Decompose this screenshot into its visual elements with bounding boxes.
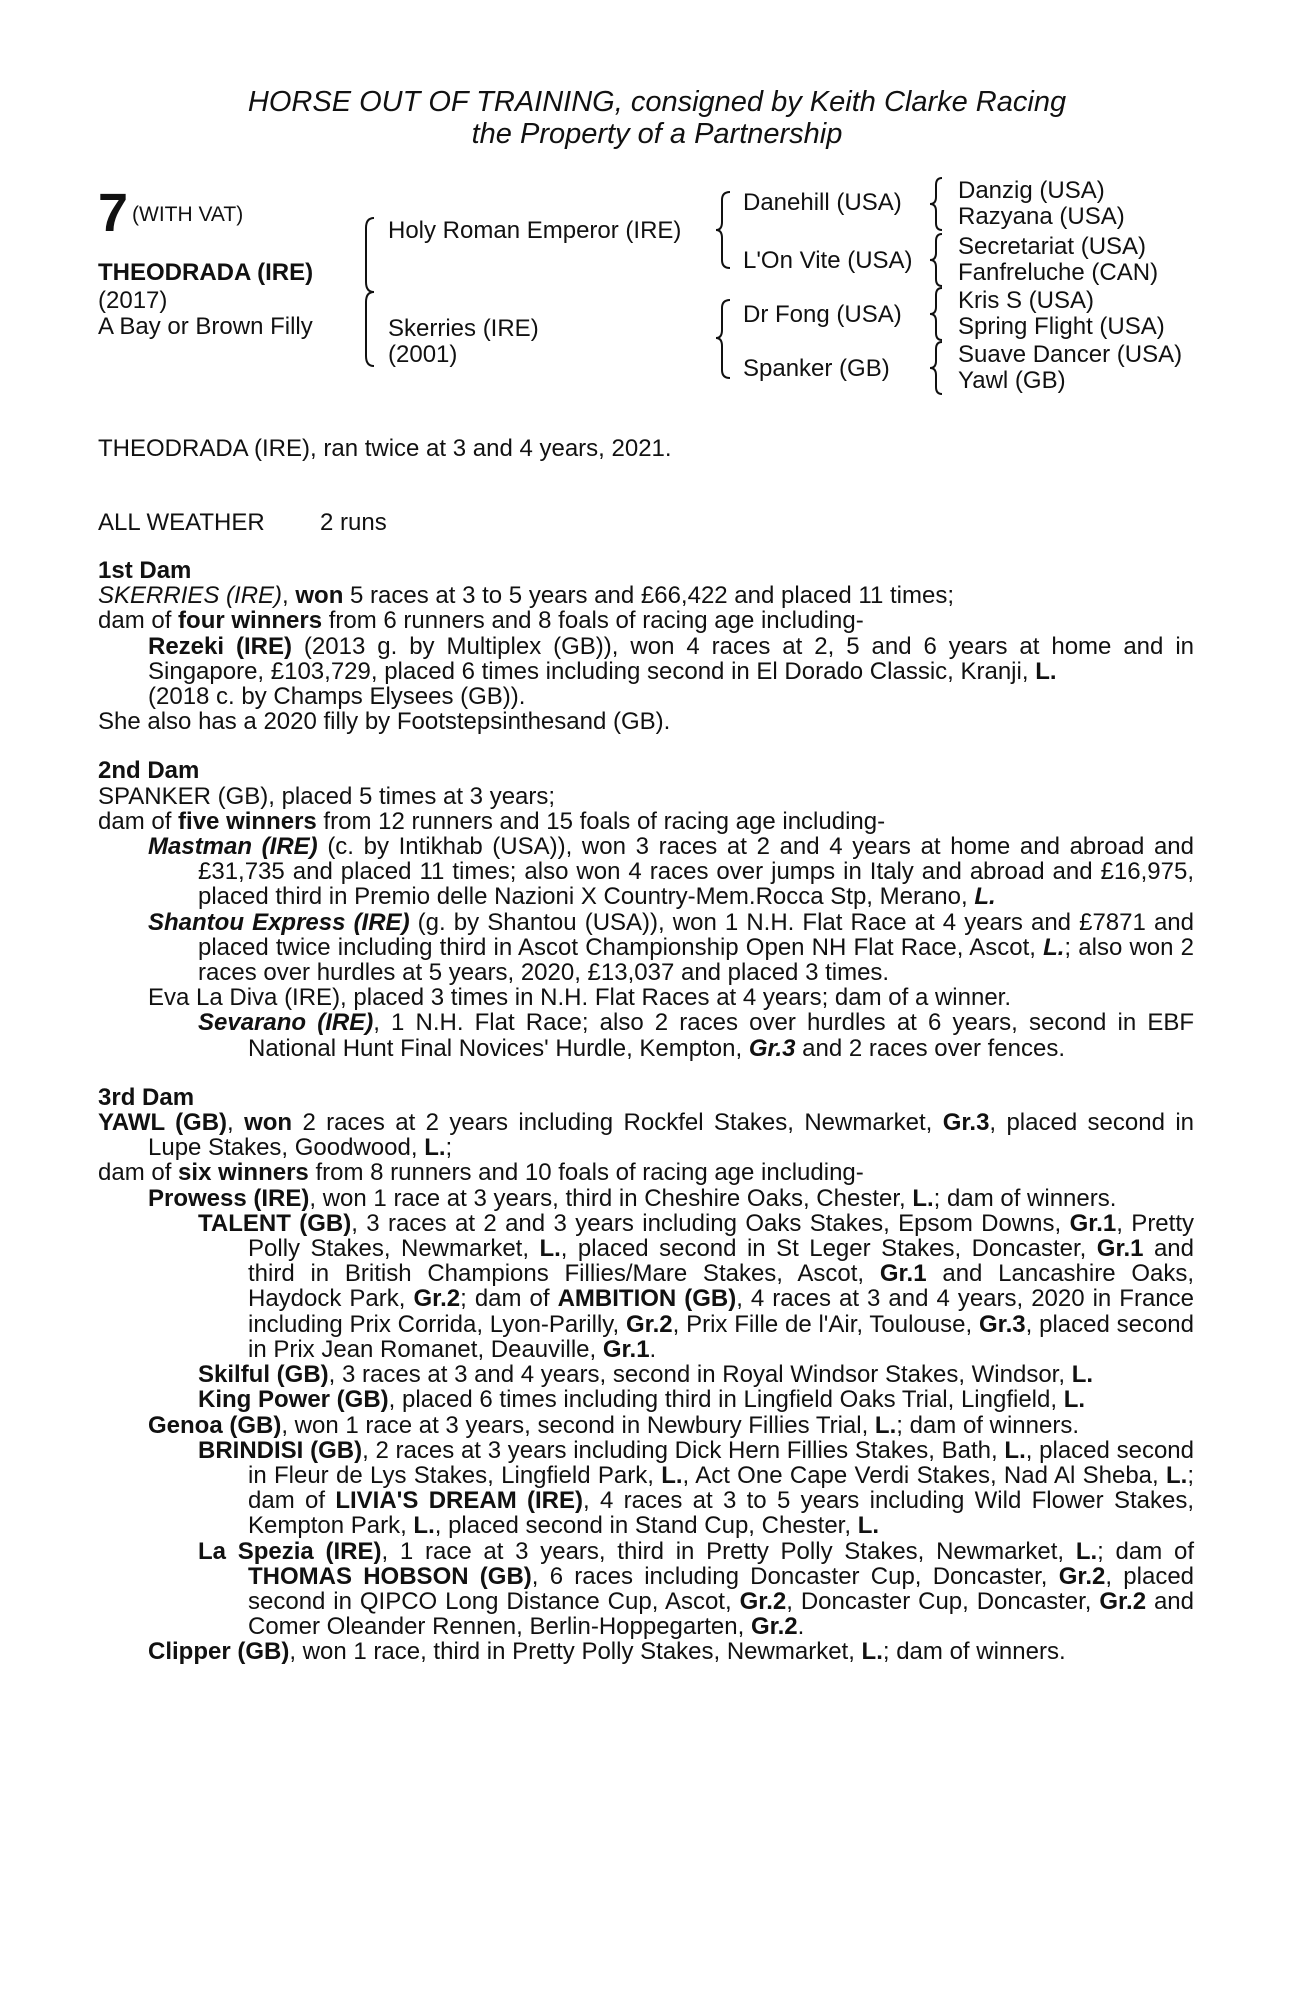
text-run: , placed second in St Leger Stakes, Doncaster, [560, 1235, 1097, 1263]
text-run: ; dam of [460, 1285, 558, 1313]
emphasis-run: L. [661, 1461, 683, 1489]
emphasis-run: Gr.2 [413, 1285, 461, 1313]
text-run: (c. by Intikhab (USA)), won 3 races at 2 and 4 years at home and abroad and £31,735 and placed 11 times; also won 4 races over jumps in Italy and abroad and £16,975, placed third in Premio delle Nazioni X Country-Mem.Rocca Stp, Merano, [198, 833, 1194, 911]
emphasis-run: SKERRIES (IRE) [98, 582, 283, 610]
text-run: , won 1 race at 3 years, second in Newbury Fillies Trial, [281, 1411, 875, 1439]
text-run: , 1 race at 3 years, third in Pretty Polly Stakes, Newmarket, [381, 1537, 1076, 1565]
emphasis-run: Gr.2 [739, 1587, 787, 1615]
pedigree-brace-sire [716, 190, 736, 270]
emphasis-run: Shantou Express (IRE) [148, 908, 410, 936]
emphasis-run: Gr.1 [1096, 1235, 1144, 1263]
produce-entry-prowess [148, 1186, 1194, 1211]
first-dam-record [98, 583, 1194, 608]
emphasis-run: BRINDISI (GB) [198, 1436, 363, 1464]
text-run: , Doncaster Cup, Doncaster, [786, 1587, 1100, 1615]
text-run: 2 races at 2 years including Rockfel Stakes, Newmarket, [292, 1109, 943, 1137]
text-run: ; dam of winners. [896, 1411, 1079, 1439]
text-run: , placed second in QIPCO Long Distance Cup, Ascot, [248, 1562, 1195, 1615]
emphasis-run: Gr.2 [1058, 1562, 1106, 1590]
text-run: ; [445, 1134, 453, 1162]
text-run: dam of [98, 807, 179, 835]
emphasis-run: Gr.1 [602, 1335, 650, 1363]
emphasis-run: Prowess (IRE) [148, 1184, 310, 1212]
emphasis-run: L. [912, 1184, 934, 1212]
produce-entry-2018-colt [148, 684, 1194, 709]
ancestor-razyana: Razyana (USA) [958, 203, 1125, 230]
pedigree-brace-spanker [928, 340, 948, 396]
emphasis-run: L. [1071, 1361, 1094, 1389]
emphasis-run: Gr.2 [1099, 1587, 1147, 1615]
produce-entry-shantou-express [148, 910, 1194, 986]
emphasis-run: AMBITION (GB) [557, 1285, 737, 1313]
third-dam-section [98, 1085, 1194, 1665]
emphasis-run: L. [1166, 1461, 1188, 1489]
emphasis-run: YAWL (GB) [98, 1109, 228, 1137]
text-run: dam of [98, 607, 179, 635]
text-run: (g. by Shantou (USA)), won 1 N.H. Flat Race at 4 years and £7871 and placed twice including third in Ascot Championship Open NH Flat Race, Ascot, [198, 908, 1194, 961]
first-dam-section [98, 558, 1194, 734]
emphasis-run: four winners [178, 607, 323, 635]
text-run: ; dam of winners. [933, 1184, 1117, 1212]
emphasis-run: King Power (GB) [198, 1386, 389, 1414]
third-dam-record [98, 1110, 1194, 1160]
text-run: , 3 races at 2 and 3 years including Oaks Stakes, Epsom Downs, [351, 1209, 1070, 1237]
emphasis-run: La Spezia (IRE) [198, 1537, 382, 1565]
racing-summary: THEODRADA (IRE), ran twice at 3 and 4 years, 2021. [98, 435, 672, 462]
text-run: , 1 N.H. Flat Race; also 2 races over hurdles at 6 years, second in EBF National Hunt Final Novices' Hurdle, Kempton, [248, 1009, 1195, 1062]
text-run: , [227, 1109, 245, 1137]
emphasis-run: L. [1004, 1436, 1026, 1464]
emphasis-run: Gr.1 [1069, 1209, 1117, 1237]
emphasis-run: THOMAS HOBSON (GB) [248, 1562, 532, 1590]
produce-entry-mastman [148, 834, 1194, 910]
sire-name: Holy Roman Emperor (IRE) [388, 217, 682, 244]
second-dam-section [98, 758, 1194, 1060]
emphasis-run: Gr.2 [750, 1613, 798, 1641]
text-run: 5 races at 3 to 5 years and £66,422 and placed 11 times; [343, 582, 954, 610]
text-run: , 6 races including Doncaster Cup, Doncaster, [531, 1562, 1059, 1590]
emphasis-run: Mastman (IRE) [148, 833, 318, 861]
text-run: from 12 runners and 15 foals of racing age including- [316, 807, 886, 835]
emphasis-run: six winners [178, 1159, 309, 1187]
emphasis-run: L. [874, 1411, 897, 1439]
produce-entry-genoa [148, 1413, 1194, 1438]
text-run: , placed 6 times including third in Lingfield Oaks Trial, Lingfield, [388, 1386, 1064, 1414]
produce-entry-talent [198, 1211, 1194, 1362]
text-run: , 4 races at 3 to 5 years including Wild Flower Stakes, Kempton Park, [248, 1487, 1194, 1540]
vat-note: (WITH VAT) [132, 203, 244, 226]
consignor-line: HORSE OUT OF TRAINING, consigned by Keith Clarke Racing [247, 86, 1067, 118]
second-dam-produce [98, 809, 1194, 834]
second-dam-record: SPANKER (GB), placed 5 times at 3 years; [98, 782, 556, 810]
property-line: the Property of a Partnership [471, 118, 843, 150]
pedigree-brace-gen1 [362, 216, 382, 368]
produce-entry-brindisi [198, 1438, 1194, 1539]
text-run: . [797, 1613, 805, 1641]
text-run: (2018 c. by Champs Elysees (GB)). [148, 683, 526, 711]
emphasis-run: LIVIA'S DREAM (IRE) [335, 1487, 583, 1515]
text-run: and third in British Champions Fillies/Mare Stakes, Ascot, [248, 1235, 1194, 1288]
first-dam-heading: 1st Dam [98, 557, 192, 584]
text-run: , won 1 race at 3 years, third in Cheshire Oaks, Chester, [309, 1184, 913, 1212]
third-dam-produce [98, 1160, 1194, 1185]
text-run: from 8 runners and 10 foals of racing age including- [308, 1159, 864, 1187]
pedigree-brace-lonvite [928, 232, 948, 288]
pedigree-brace-danehill [928, 176, 948, 232]
emphasis-run: Gr.2 [625, 1310, 673, 1338]
horse-description: A Bay or Brown Filly [98, 313, 313, 340]
text-run: , Pretty Polly Stakes, Newmarket, [248, 1209, 1194, 1263]
lot-number: 7 [98, 183, 129, 243]
text-run: and Lancashire Oaks, Haydock Park, [248, 1260, 1194, 1313]
horse-name: THEODRADA (IRE) [98, 259, 314, 286]
text-run: , Prix Fille de l'Air, Toulouse, [672, 1310, 979, 1338]
emphasis-run: Skilful (GB) [198, 1361, 329, 1389]
dam-sire: Dr Fong (USA) [743, 301, 902, 328]
emphasis-run: L. [1035, 657, 1057, 685]
sire-dam: L'On Vite (USA) [743, 247, 913, 274]
produce-entry-rezeki [148, 634, 1194, 684]
ancestor-yawl: Yawl (GB) [958, 367, 1066, 394]
emphasis-run: won [244, 1109, 293, 1137]
text-run: dam of [98, 1159, 179, 1187]
third-dam-heading: 3rd Dam [98, 1083, 195, 1111]
emphasis-run: Sevarano (IRE) [198, 1009, 374, 1037]
text-run: (2013 g. by Multiplex (GB)), won 4 races at 2, 5 and 6 years at home and in Singapore, £103,729, placed 6 times including second in El Dorado Classic, Kranji, [148, 632, 1194, 685]
text-run: , [282, 582, 296, 610]
text-run: from 6 runners and 8 foals of racing age including- [322, 607, 864, 635]
text-run: and Comer Oleander Rennen, Berlin-Hoppegarten, [248, 1587, 1194, 1641]
emphasis-run: Rezeki (IRE) [148, 632, 292, 660]
emphasis-run: Clipper (GB) [148, 1638, 290, 1666]
ancestor-fanfreluche: Fanfreluche (CAN) [958, 259, 1159, 286]
dam-dam: Spanker (GB) [743, 355, 890, 382]
emphasis-run: L. [974, 883, 996, 911]
text-run: ; dam of [1097, 1537, 1194, 1565]
emphasis-run: Gr.3 [942, 1109, 990, 1137]
produce-entry-king-power [198, 1387, 1194, 1412]
emphasis-run: L. [1063, 1386, 1086, 1414]
text-run: , 2 races at 3 years including Dick Hern Fillies Stakes, Bath, [362, 1436, 1005, 1464]
first-dam-note: She also has a 2020 filly by Footstepsinthesand (GB). [98, 708, 671, 736]
text-run: ; dam of winners. [882, 1638, 1066, 1666]
emphasis-run: Gr.3 [978, 1310, 1026, 1338]
sire-sire: Danehill (USA) [743, 189, 902, 216]
produce-entry-sevarano [198, 1010, 1194, 1060]
ancestor-secretariat: Secretariat (USA) [958, 233, 1147, 260]
text-run: and 2 races over fences. [795, 1034, 1065, 1062]
emphasis-run: Gr.3 [748, 1034, 796, 1062]
produce-entry-la-spezia [198, 1539, 1194, 1640]
text-run: ; dam of [248, 1461, 1194, 1515]
emphasis-run: L. [424, 1134, 446, 1162]
text-run: ; also won 2 races over hurdles at 5 years, 2020, £13,037 and placed 3 times. [198, 933, 1194, 987]
dam-sections [98, 558, 1194, 1665]
emphasis-run: won [295, 582, 344, 610]
pedigree-brace-dam [716, 298, 736, 380]
text-run: . [649, 1335, 657, 1363]
emphasis-run: five winners [178, 807, 317, 835]
text-run: , placed second in Stand Cup, Chester, [434, 1512, 858, 1540]
text-run: , 4 races at 3 and 4 years, 2020 in France including Prix Corrida, Lyon-Parilly, [248, 1285, 1194, 1338]
first-dam-produce [98, 608, 1194, 633]
emphasis-run: L. [413, 1512, 435, 1540]
ancestor-kris-s: Kris S (USA) [958, 287, 1095, 314]
dam-year: (2001) [388, 341, 458, 368]
produce-entry-clipper [148, 1639, 1194, 1664]
text-run: , placed second in Fleur de Lys Stakes, Lingfield Park, [248, 1436, 1194, 1489]
emphasis-run: L. [857, 1512, 880, 1540]
ancestor-spring-flight: Spring Flight (USA) [958, 313, 1165, 340]
emphasis-run: L. [1043, 933, 1065, 961]
emphasis-run: Genoa (GB) [148, 1411, 282, 1439]
emphasis-run: L. [1075, 1537, 1098, 1565]
text-run: , Act One Cape Verdi Stakes, Nad Al Sheba, [682, 1461, 1166, 1489]
ancestor-suave-dancer: Suave Dancer (USA) [958, 341, 1183, 368]
produce-entry-eva-la-diva: Eva La Diva (IRE), placed 3 times in N.H. Flat Races at 4 years; dam of a winner. [148, 984, 1012, 1012]
text-run: , won 1 race, third in Pretty Polly Stakes, Newmarket, [289, 1638, 862, 1666]
dam-name: Skerries (IRE) [388, 315, 539, 342]
text-run: , 3 races at 3 and 4 years, second in Royal Windsor Stakes, Windsor, [328, 1361, 1072, 1389]
emphasis-run: Gr.1 [879, 1260, 927, 1288]
all-weather-label: ALL WEATHER [98, 509, 265, 536]
emphasis-run: L. [861, 1638, 883, 1666]
produce-entry-skilful [198, 1362, 1194, 1387]
text-run: , placed second in Prix Jean Romanet, Deauville, [248, 1310, 1194, 1363]
emphasis-run: L. [539, 1235, 561, 1263]
all-weather-runs: 2 runs [320, 509, 387, 536]
second-dam-heading: 2nd Dam [98, 757, 200, 785]
pedigree-brace-drfong [928, 286, 948, 342]
text-run: , placed second in Lupe Stakes, Goodwood, [148, 1109, 1194, 1162]
foaling-year: (2017) [98, 287, 168, 314]
emphasis-run: TALENT (GB) [198, 1209, 352, 1237]
ancestor-danzig: Danzig (USA) [958, 177, 1105, 204]
